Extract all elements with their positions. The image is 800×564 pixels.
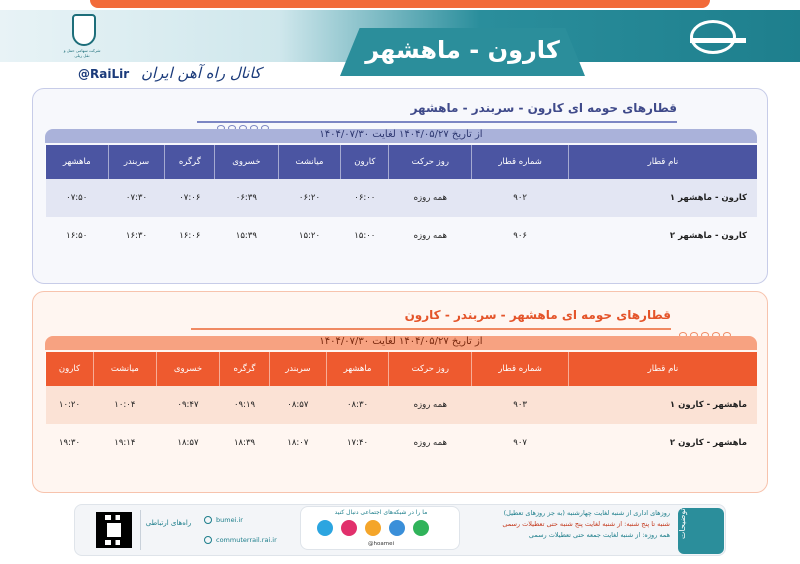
bale-icon[interactable] [389, 520, 405, 536]
table-cell: همه روزه [389, 424, 472, 462]
table-cell: ۱۸:۵۷ [156, 424, 219, 462]
column-header: میانشت [93, 352, 156, 386]
table-cell: ۱۸:۳۹ [220, 424, 270, 462]
table-cell: کارون - ماهشهر ۱ [568, 179, 757, 217]
instagram-icon[interactable] [341, 520, 357, 536]
channel-handle: @RaiLir [78, 67, 130, 81]
table-row [46, 179, 758, 217]
date-range: از تاریخ ۱۴۰۴/۰۵/۲۷ لغایت ۱۴۰۴/۰۷/۳۰ [45, 129, 757, 143]
table-cell: همه روزه [389, 179, 472, 217]
panel-title: قطارهای حومه ای کارون - سربندر - ماهشهر [410, 101, 677, 115]
note-item: همه روزه: از شنبه لغایت جمعه حتی تعطیلات رسمی [528, 531, 670, 539]
column-header: خسروی [156, 352, 219, 386]
table-cell: ۹۰۶ [472, 217, 569, 255]
table-cell: ۰۹:۴۷ [156, 386, 219, 424]
header-accent-band [90, 0, 710, 8]
social-icons [317, 520, 429, 536]
eitaa-icon[interactable] [413, 520, 429, 536]
emblem-caption: شرکت سهامی حمل و نقل ریلی [63, 48, 101, 58]
notes-tag: توضیحات [678, 508, 724, 554]
table-cell: ۰۸:۳۰ [326, 386, 388, 424]
table-cell: ۱۶:۳۰ [108, 217, 165, 255]
column-header: نام قطار [568, 145, 757, 179]
note-item: روزهای اداری از شنبه لغایت چهارشنبه (به جز روزهای تعطیل) [503, 509, 670, 517]
column-header: شماره قطار [472, 145, 569, 179]
header [0, 0, 800, 80]
column-header: ماهشهر [46, 145, 109, 179]
table-cell: ماهشهر - کارون ۲ [568, 424, 757, 462]
column-header: میانشت [278, 145, 341, 179]
table-cell: ۰۷:۰۶ [165, 179, 215, 217]
column-header: کارون [46, 352, 94, 386]
column-header: گرگره [220, 352, 270, 386]
table-cell: ۱۵:۲۰ [278, 217, 341, 255]
column-header: روز حرکت [389, 352, 472, 386]
table-cell: ۱۵:۰۰ [341, 217, 389, 255]
table-cell: ۰۶:۰۰ [341, 179, 389, 217]
table-cell: ۱۸:۰۷ [269, 424, 326, 462]
social-box [300, 506, 460, 550]
qr-code-center [104, 520, 124, 540]
rubika-icon[interactable] [365, 520, 381, 536]
column-header: کارون [341, 145, 389, 179]
link-item[interactable]: bumei.ir [204, 510, 294, 530]
table-cell: ۰۶:۳۹ [215, 179, 278, 217]
panel-title: قطارهای حومه ای ماهشهر - سربندر - کارون [404, 308, 671, 322]
table-cell: ۱۹:۳۰ [46, 424, 94, 462]
table-cell: ۰۷:۵۰ [46, 179, 109, 217]
date-range: از تاریخ ۱۴۰۴/۰۵/۲۷ لغایت ۱۴۰۴/۰۷/۳۰ [45, 336, 757, 350]
panel-divider [191, 328, 671, 330]
table-cell: ۱۰:۲۰ [46, 386, 94, 424]
table-cell: ۱۰:۰۴ [93, 386, 156, 424]
column-header: گرگره [165, 145, 215, 179]
emblem-icon [72, 14, 96, 46]
social-title: ما را در شبکه‌های اجتماعی دنبال کنید [334, 509, 428, 516]
channel-label: کانال راه آهن ایران [140, 64, 262, 82]
table-cell: ۹۰۲ [472, 179, 569, 217]
table-cell: ۰۷:۳۰ [108, 179, 165, 217]
table-cell: ماهشهر - کارون ۱ [568, 386, 757, 424]
schedule-table [45, 352, 757, 462]
table-cell: ۱۷:۴۰ [326, 424, 388, 462]
schedule-table [45, 145, 757, 255]
contact-label: راه‌های ارتباطی [140, 510, 196, 550]
social-handle[interactable]: @hoamei [368, 541, 394, 547]
table-cell: ۹۰۳ [472, 386, 569, 424]
schedule-panel-karun-mahshahr [32, 88, 768, 284]
rail-logo-icon [690, 20, 736, 54]
table-cell: ۰۶:۲۰ [278, 179, 341, 217]
table-cell: همه روزه [389, 386, 472, 424]
column-header: ماهشهر [326, 352, 388, 386]
globe-icon [204, 536, 212, 544]
notes-list [470, 508, 670, 541]
table-cell: ۹۰۷ [472, 424, 569, 462]
channel-credit [78, 64, 261, 82]
table-cell: ۱۹:۱۴ [93, 424, 156, 462]
rail-logo-bar [690, 38, 746, 43]
link-item[interactable]: commuterrail.rai.ir [204, 530, 294, 550]
table-cell: ۰۸:۵۷ [269, 386, 326, 424]
table-cell: همه روزه [389, 217, 472, 255]
column-header: روز حرکت [389, 145, 472, 179]
note-item: شنبه تا پنج شنبه: از شنبه لغایت پنج شنبه حتی تعطیلات رسمی [502, 520, 670, 528]
panel-title-wrap [197, 101, 677, 127]
column-header: شماره قطار [472, 352, 569, 386]
table-cell: ۱۵:۳۹ [215, 217, 278, 255]
schedule-panel-mahshahr-karun [32, 291, 768, 493]
table-row [46, 386, 758, 424]
table-cell: ۱۶:۵۰ [46, 217, 109, 255]
table-cell: ۱۶:۰۶ [165, 217, 215, 255]
panel-title-wrap [191, 308, 671, 334]
table-cell: ۰۹:۱۹ [220, 386, 270, 424]
table-row [46, 217, 758, 255]
globe-icon [204, 516, 212, 524]
links [204, 510, 294, 550]
panel-divider [197, 121, 677, 123]
table-row [46, 424, 758, 462]
table-cell: کارون - ماهشهر ۲ [568, 217, 757, 255]
column-header: سربندر [108, 145, 165, 179]
column-header: نام قطار [568, 352, 757, 386]
column-header: خسروی [215, 145, 278, 179]
page-title: کارون - ماهشهر [365, 36, 560, 64]
column-header: سربندر [269, 352, 326, 386]
telegram-icon[interactable] [317, 520, 333, 536]
